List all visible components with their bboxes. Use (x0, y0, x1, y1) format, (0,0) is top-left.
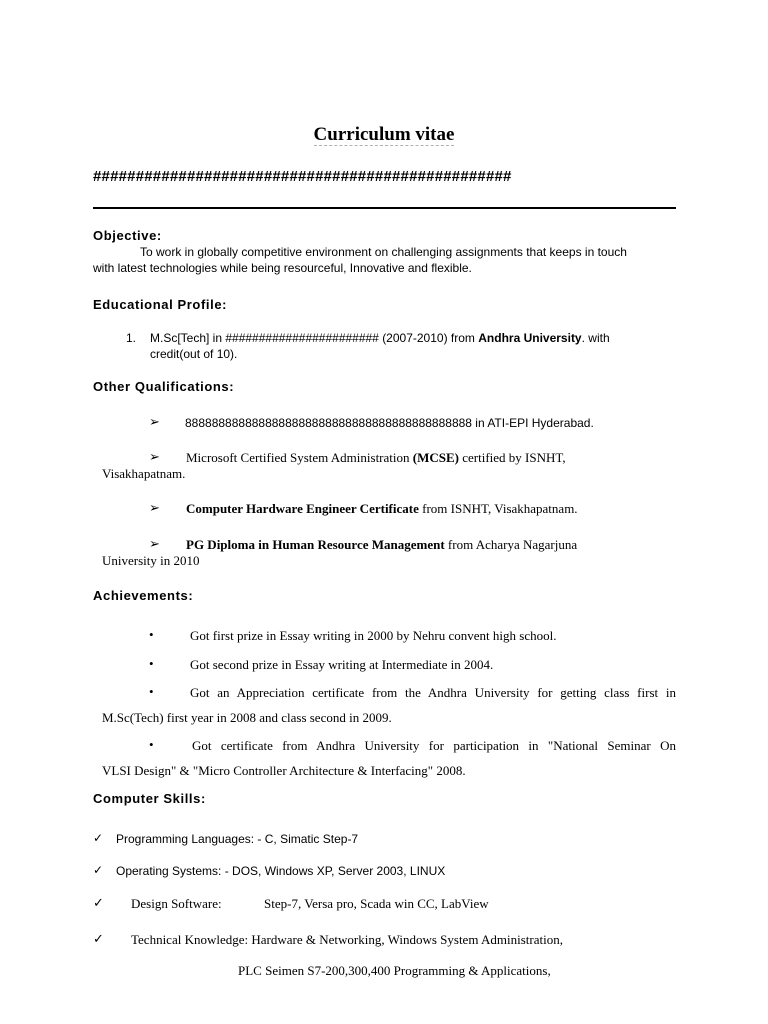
skills-heading: Computer Skills: (93, 791, 206, 806)
title-text: Curriculum vitae (313, 124, 455, 145)
check-icon: ✓ (93, 863, 104, 877)
check-icon: ✓ (93, 931, 104, 946)
document-title (0, 124, 768, 146)
achievement-item-4-line-1: Got certificate from Andhra University for participation in "National Seminar On (192, 738, 676, 753)
achievements-heading: Achievements: (93, 588, 194, 603)
arrow-bullet-icon: ➢ (149, 500, 160, 515)
bullet-icon: • (149, 627, 154, 642)
qualification-item-3 (186, 501, 578, 517)
qualification-item-1: 8888888888888888888888888888888888888888888 in ATI-EPI Hyderabad. (185, 416, 594, 430)
qualification-item-4-line-2: University in 2010 (102, 553, 200, 568)
education-item-line-1 (150, 331, 610, 345)
education-heading: Educational Profile: (93, 297, 228, 312)
qualification-2-suffix: certified by ISNHT, (458, 450, 566, 465)
bullet-icon: • (149, 737, 154, 752)
skill-item-4-line-2: PLC Seimen S7-200,300,400 Programming & Applications, (238, 963, 551, 978)
bullet-icon: • (149, 684, 154, 699)
education-university: Andhra University (478, 331, 582, 345)
skill-item-2: Operating Systems: - DOS, Windows XP, Server 2003, LINUX (116, 864, 446, 878)
achievement-item-3-line-1: Got an Appreciation certificate from the Andhra University for getting class first in (190, 685, 676, 700)
achievement-item-1: Got first prize in Essay writing in 2000 by Nehru convent high school. (190, 628, 557, 643)
arrow-bullet-icon: ➢ (149, 414, 160, 429)
skill-item-1: Programming Languages: - C, Simatic Step-7 (116, 832, 359, 846)
education-item-line-2: credit(out of 10). (150, 347, 238, 361)
header-divider (93, 207, 676, 209)
qualification-item-4 (186, 537, 577, 553)
qualification-item-2-line-2: Visakhapatnam. (102, 466, 186, 481)
name-placeholder: ################################################# (93, 168, 512, 185)
arrow-bullet-icon: ➢ (149, 536, 160, 551)
education-line-suffix: . with (581, 331, 610, 345)
qualifications-heading: Other Qualifications: (93, 379, 235, 394)
qualification-3-bold: Computer Hardware Engineer Certificate (186, 501, 419, 516)
check-icon: ✓ (93, 895, 104, 910)
check-icon: ✓ (93, 831, 104, 845)
achievement-item-2: Got second prize in Essay writing at Intermediate in 2004. (190, 657, 494, 672)
skill-item-4: Technical Knowledge: Hardware & Networking, Windows System Administration, (131, 932, 563, 947)
achievement-item-3-line-2: M.Sc(Tech) first year in 2008 and class second in 2009. (102, 710, 392, 725)
qualification-4-bold: PG Diploma in Human Resource Management (186, 537, 445, 552)
qualification-2-text: Microsoft Certified System Administration (186, 450, 413, 465)
arrow-bullet-icon: ➢ (149, 449, 160, 464)
education-degree-text: M.Sc[Tech] in ####################### (2007-2010) from (150, 331, 479, 345)
bullet-icon: • (149, 656, 154, 671)
education-item-number: 1. (126, 331, 137, 345)
skill-item-3-label: Design Software: (131, 896, 222, 911)
achievement-item-4-line-2: VLSI Design" & "Micro Controller Architecture & Interfacing" 2008. (102, 763, 466, 778)
skill-item-3-value: Step-7, Versa pro, Scada win CC, LabView (264, 896, 489, 911)
objective-heading: Objective: (93, 228, 162, 243)
qualification-4-suffix: from Acharya Nagarjuna (444, 537, 578, 552)
qualification-2-bold: (MCSE) (412, 450, 459, 465)
objective-line-2: with latest technologies while being resourceful, Innovative and flexible. (93, 261, 472, 275)
qualification-3-suffix: from ISNHT, Visakhapatnam. (418, 501, 578, 516)
qualification-item-2 (186, 450, 566, 466)
objective-line-1: To work in globally competitive environment on challenging assignments that keeps in touch (140, 245, 627, 259)
